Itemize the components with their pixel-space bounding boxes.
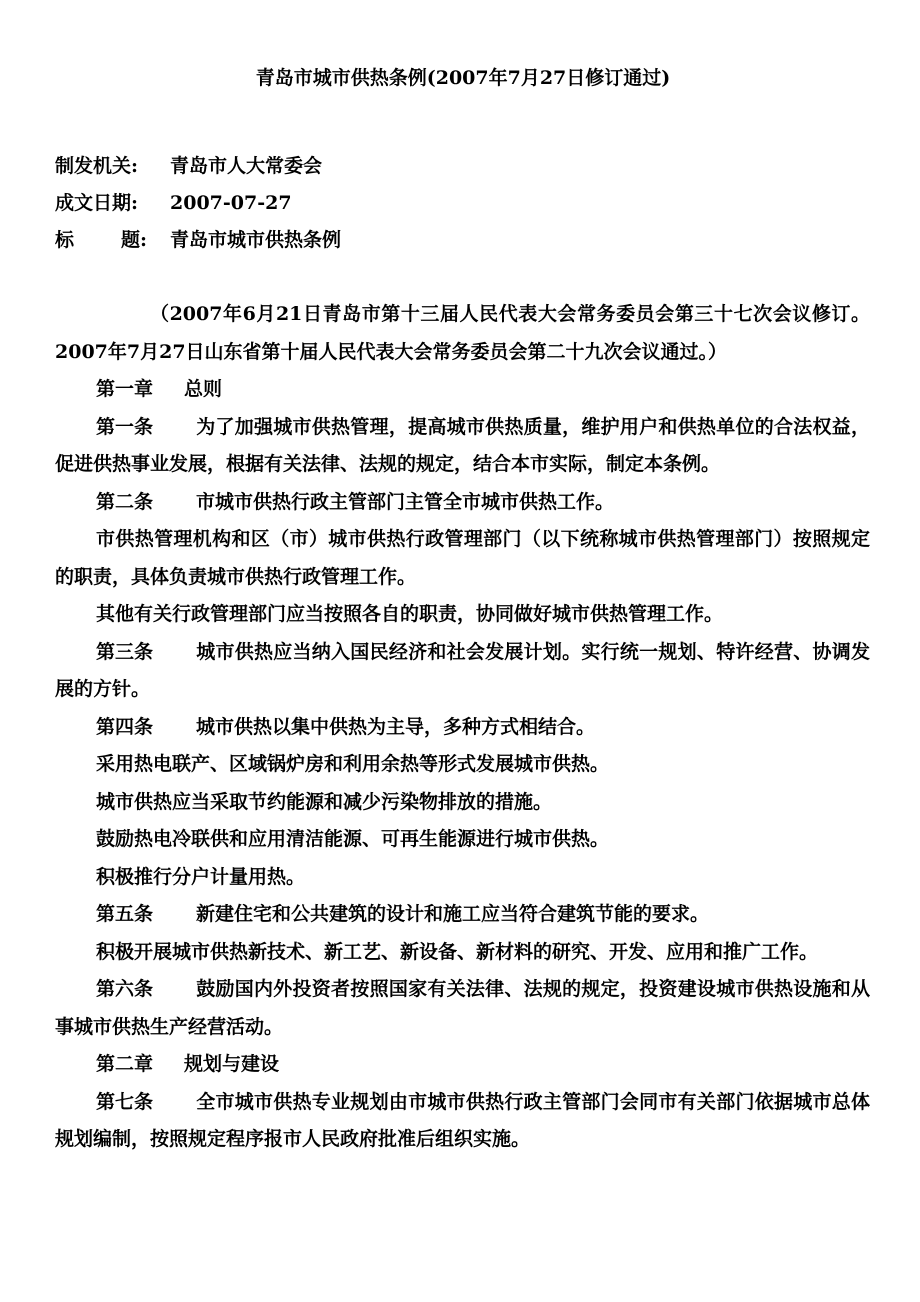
meta-title-label-a: 标 xyxy=(55,229,75,251)
article-2-paragraph-2: 市供热管理机构和区（市）城市供热行政管理部门（以下统称城市供热管理部门）按照规定的职责，具体负责城市供热行政管理工作。 xyxy=(55,528,870,588)
meta-title-row xyxy=(55,222,875,259)
meta-title-label xyxy=(55,222,170,259)
article-text: 城市供热以集中供热为主导，多种方式相结合。 xyxy=(196,715,596,738)
article-5 xyxy=(55,896,870,934)
article-5-paragraph-2: 积极开展城市供热新技术、新工艺、新设备、新材料的研究、开发、应用和推广工作。 xyxy=(96,940,819,963)
meta-date-value: 2007-07-27 xyxy=(170,192,292,214)
article-7 xyxy=(55,1084,870,1159)
meta-issuer-label: 制发机关: xyxy=(55,155,139,177)
article-number: 第四条 xyxy=(96,715,154,738)
article-number: 第一条 xyxy=(96,415,154,438)
meta-date-label: 成文日期: xyxy=(55,192,139,214)
article-4 xyxy=(55,709,870,747)
chapter-number: 第一章 xyxy=(96,378,154,400)
chapter-number: 第二章 xyxy=(96,1053,154,1075)
preamble: （2007年6月21日青岛市第十三届人民代表大会常务委员会第三十七次会议修订。2007年7月27日山东省第十届人民代表大会常务委员会第二十九次会议通过。） xyxy=(55,303,870,363)
article-6 xyxy=(55,971,870,1046)
meta-title-value: 青岛市城市供热条例 xyxy=(170,229,342,251)
meta-date-row xyxy=(55,185,875,222)
article-text: 为了加强城市供热管理，提高城市供热质量，维护用户和供热单位的合法权益，促进供热事业发展，根据有关法律、法规的规定，结合本市实际，制定本条例。 xyxy=(55,415,870,475)
chapter-name: 总则 xyxy=(184,378,223,400)
article-4-paragraph-5: 积极推行分户计量用热。 xyxy=(96,865,306,888)
article-4-paragraph-3: 城市供热应当采取节约能源和减少污染物排放的措施。 xyxy=(96,790,553,813)
article-1 xyxy=(55,409,870,484)
chapter-heading-2 xyxy=(55,1046,870,1084)
document-title: 青岛市城市供热条例(2007年7月27日修订通过) xyxy=(255,67,671,89)
article-number: 第五条 xyxy=(96,903,154,925)
meta-issuer-value: 青岛市人大常委会 xyxy=(170,155,323,177)
article-text: 市城市供热行政主管部门主管全市城市供热工作。 xyxy=(196,490,615,513)
article-4-paragraph-4: 鼓励热电冷联供和应用清洁能源、可再生能源进行城市供热。 xyxy=(96,828,610,850)
document-body xyxy=(55,296,870,1159)
article-number: 第二条 xyxy=(96,490,154,513)
article-number: 第七条 xyxy=(96,1090,154,1113)
article-2 xyxy=(55,484,870,522)
meta-title-label-b: 题: xyxy=(121,229,148,251)
article-4-paragraph-2: 采用热电联产、区域锅炉房和利用余热等形式发展城市供热。 xyxy=(96,753,610,775)
article-text: 新建住宅和公共建筑的设计和施工应当符合建筑节能的要求。 xyxy=(196,903,710,925)
article-3 xyxy=(55,634,870,709)
meta-issuer-row xyxy=(55,148,875,185)
document-meta xyxy=(55,148,875,259)
article-text: 城市供热应当纳入国民经济和社会发展计划。实行统一规划、特许经营、协调发展的方针。 xyxy=(55,640,870,700)
article-number: 第三条 xyxy=(96,640,154,663)
article-number: 第六条 xyxy=(96,978,154,1000)
article-text: 鼓励国内外投资者按照国家有关法律、法规的规定，投资建设城市供热设施和从事城市供热生产经营活动。 xyxy=(55,978,870,1038)
chapter-name: 规划与建设 xyxy=(184,1053,280,1075)
article-2-paragraph-3: 其他有关行政管理部门应当按照各自的职责，协同做好城市供热管理工作。 xyxy=(96,603,724,625)
chapter-heading-1 xyxy=(55,371,870,409)
article-text: 全市城市供热专业规划由市城市供热行政主管部门会同市有关部门依据城市总体规划编制，按照规定程序报市人民政府批准后组织实施。 xyxy=(55,1090,870,1150)
